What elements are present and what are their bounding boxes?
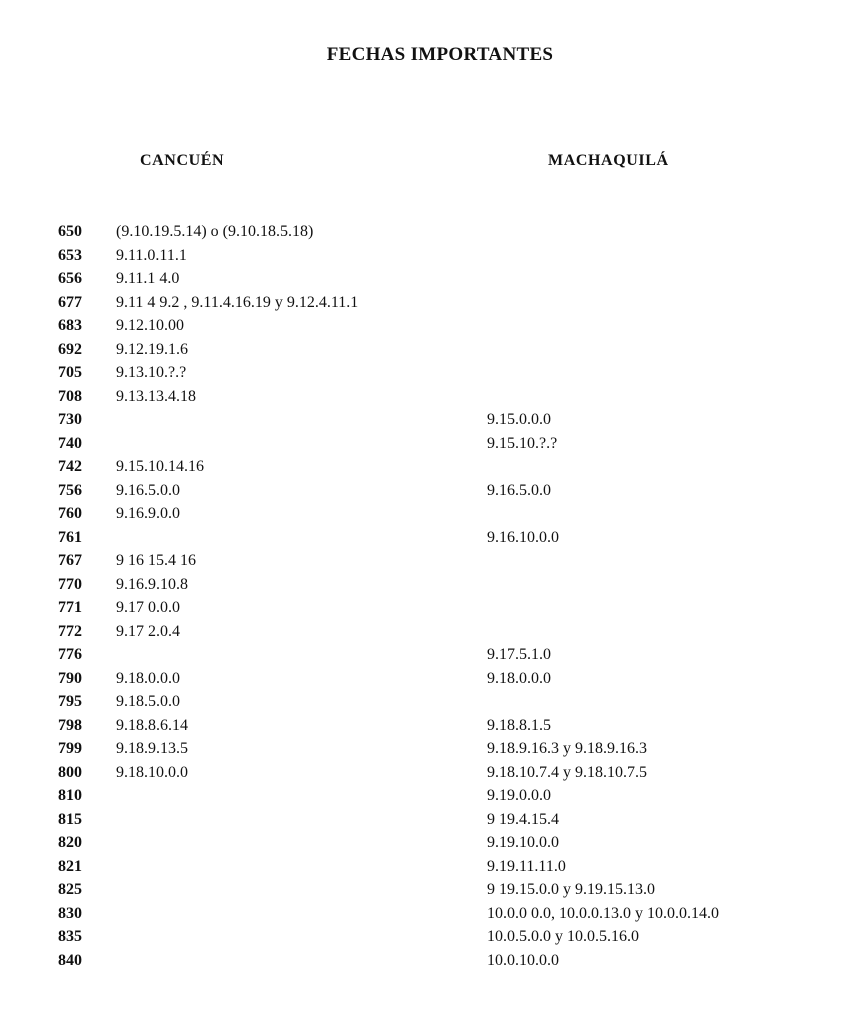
cancuen-date-cell: 9.16.9.10.8 [116, 575, 188, 593]
table-row [0, 361, 866, 385]
column-header-cancuen: CANCUÉN [140, 152, 225, 169]
machaquila-date-cell: 9.16.5.0.0 [487, 481, 551, 499]
table-row [0, 432, 866, 456]
table-row [0, 667, 866, 691]
cancuen-date-cell: 9.11.1 4.0 [116, 270, 180, 287]
table-row [0, 291, 866, 315]
year-cell: 825 [58, 881, 82, 898]
machaquila-date-cell: 9 19.15.0.0 y 9.19.15.13.0 [487, 881, 655, 898]
machaquila-date-cell: 9.18.0.0.0 [487, 669, 551, 687]
machaquila-date-cell: 10.0.0 0.0, 10.0.0.13.0 y 10.0.0.14.0 [487, 904, 719, 922]
year-cell: 705 [58, 364, 82, 381]
table-row [0, 949, 866, 973]
table-row [0, 878, 866, 902]
cancuen-date-cell: 9.11.0.11.1 [116, 246, 187, 264]
machaquila-date-cell: 9.18.10.7.4 y 9.18.10.7.5 [487, 763, 647, 781]
year-cell: 770 [58, 575, 82, 593]
table-row [0, 761, 866, 785]
table-row [0, 314, 866, 338]
year-cell: 677 [58, 293, 82, 311]
year-cell: 790 [58, 669, 82, 687]
cancuen-date-cell: 9.18.10.0.0 [116, 763, 188, 781]
cancuen-date-cell: 9.18.9.13.5 [116, 740, 188, 757]
table-row [0, 455, 866, 479]
year-cell: 800 [58, 763, 82, 781]
cancuen-date-cell: 9.18.8.6.14 [116, 716, 188, 734]
machaquila-date-cell: 9.18.9.16.3 y 9.18.9.16.3 [487, 740, 647, 757]
year-cell: 756 [58, 481, 82, 499]
cancuen-date-cell: 9 16 15.4 16 [116, 552, 196, 569]
table-row [0, 714, 866, 738]
table-row [0, 808, 866, 832]
cancuen-date-cell: 9.11 4 9.2 , 9.11.4.16.19 y 9.12.4.11.1 [116, 293, 359, 311]
machaquila-date-cell: 9.15.0.0.0 [487, 411, 551, 428]
machaquila-date-cell: 9.16.10.0.0 [487, 528, 559, 546]
table-row [0, 690, 866, 714]
cancuen-date-cell: 9.17 0.0.0 [116, 599, 180, 616]
table-row [0, 549, 866, 573]
table-row [0, 244, 866, 268]
year-cell: 692 [58, 340, 82, 358]
year-cell: 815 [58, 810, 82, 828]
table-row [0, 220, 866, 244]
year-cell: 683 [58, 317, 82, 334]
year-cell: 656 [58, 270, 82, 287]
table-row [0, 643, 866, 667]
year-cell: 730 [58, 411, 82, 428]
year-cell: 650 [58, 223, 82, 240]
year-cell: 742 [58, 458, 82, 475]
table-row [0, 526, 866, 550]
cancuen-date-cell: 9.18.5.0.0 [116, 693, 180, 710]
table-row [0, 902, 866, 926]
table-row [0, 855, 866, 879]
year-cell: 835 [58, 928, 82, 945]
cancuen-date-cell: 9.13.10.?.? [116, 364, 187, 381]
cancuen-date-cell: 9.12.19.1.6 [116, 340, 188, 358]
table-row [0, 784, 866, 808]
year-cell: 798 [58, 716, 82, 734]
cancuen-date-cell: 9.16.5.0.0 [116, 481, 180, 499]
column-header-machaquila: MACHAQUILÁ [548, 152, 669, 169]
machaquila-date-cell: 9.19.0.0.0 [487, 787, 551, 804]
year-cell: 776 [58, 646, 82, 663]
year-cell: 821 [58, 857, 82, 875]
dates-table [0, 220, 866, 972]
table-row [0, 620, 866, 644]
machaquila-date-cell: 10.0.5.0.0 y 10.0.5.16.0 [487, 928, 639, 945]
cancuen-date-cell: 9.13.13.4.18 [116, 387, 196, 405]
table-row [0, 737, 866, 761]
table-row [0, 573, 866, 597]
cancuen-date-cell: 9.17 2.0.4 [116, 622, 180, 640]
year-cell: 760 [58, 505, 82, 522]
year-cell: 767 [58, 552, 82, 569]
year-cell: 771 [58, 599, 82, 616]
machaquila-date-cell: 9.15.10.?.? [487, 434, 558, 452]
year-cell: 820 [58, 834, 82, 851]
cancuen-date-cell: 9.12.10.00 [116, 317, 184, 334]
table-row [0, 502, 866, 526]
cancuen-date-cell: 9.16.9.0.0 [116, 505, 180, 522]
year-cell: 810 [58, 787, 82, 804]
machaquila-date-cell: 9.17.5.1.0 [487, 646, 551, 663]
year-cell: 799 [58, 740, 82, 757]
table-row [0, 831, 866, 855]
page-title: FECHAS IMPORTANTES [326, 44, 554, 65]
year-cell: 653 [58, 246, 82, 264]
machaquila-date-cell: 10.0.10.0.0 [487, 951, 559, 969]
machaquila-date-cell: 9 19.4.15.4 [487, 810, 559, 828]
year-cell: 772 [58, 622, 82, 640]
table-row [0, 925, 866, 949]
year-cell: 761 [58, 528, 82, 546]
table-row [0, 338, 866, 362]
machaquila-date-cell: 9.19.10.0.0 [487, 834, 559, 851]
cancuen-date-cell: (9.10.19.5.14) o (9.10.18.5.18) [116, 223, 314, 240]
table-row [0, 479, 866, 503]
table-row [0, 385, 866, 409]
year-cell: 795 [58, 693, 82, 710]
machaquila-date-cell: 9.19.11.11.0 [487, 857, 566, 875]
year-cell: 708 [58, 387, 82, 405]
table-row [0, 408, 866, 432]
table-row [0, 596, 866, 620]
cancuen-date-cell: 9.18.0.0.0 [116, 669, 180, 687]
cancuen-date-cell: 9.15.10.14.16 [116, 458, 204, 475]
machaquila-date-cell: 9.18.8.1.5 [487, 716, 551, 734]
year-cell: 740 [58, 434, 82, 452]
table-row [0, 267, 866, 291]
year-cell: 840 [58, 951, 82, 969]
year-cell: 830 [58, 904, 82, 922]
